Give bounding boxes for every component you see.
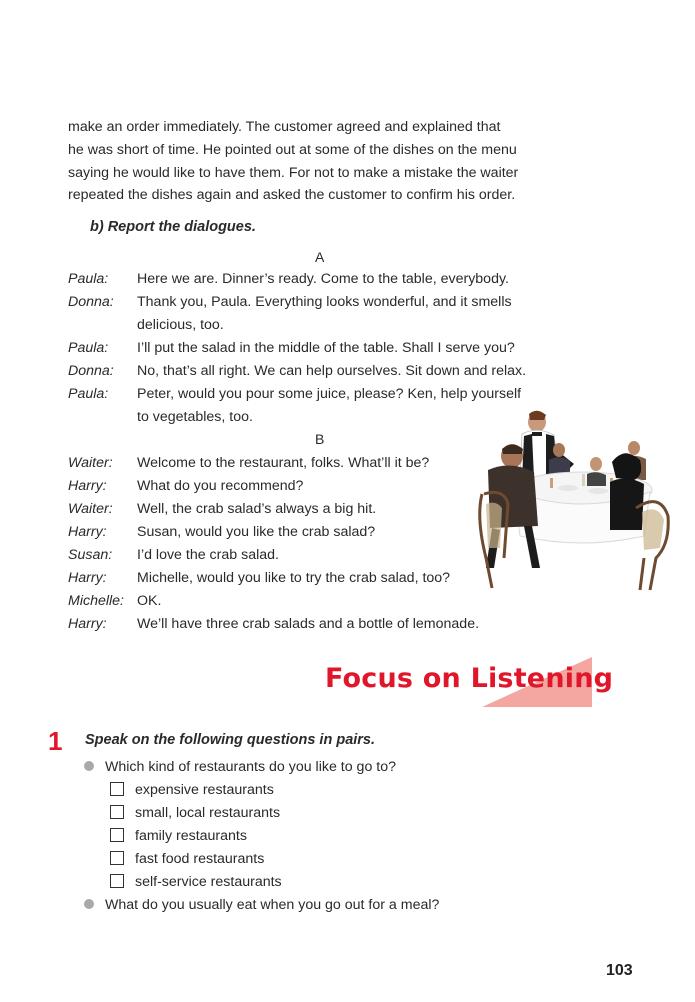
question-text: What do you usually eat when you go out for a meal? — [105, 897, 440, 913]
dialogue-line — [68, 613, 608, 636]
speaker-name: Harry: — [68, 524, 107, 540]
dialogue-text: Here we are. Dinner’s ready. Come to the table, everybody. — [137, 271, 509, 287]
dialogue-a-label: A — [315, 249, 325, 265]
question-text: Which kind of restaurants do you like to go to? — [105, 759, 397, 775]
dialogue-text: Welcome to the restaurant, folks. What’ll it be? — [137, 455, 430, 471]
speaker-name: Waiter: — [68, 455, 113, 471]
option-item[interactable] — [110, 805, 280, 821]
bullet-dot-icon — [84, 899, 94, 909]
speaker-name: Harry: — [68, 570, 107, 586]
dialogue-text: I’d love the crab salad. — [137, 547, 279, 563]
speaker-name: Paula: — [68, 340, 109, 356]
option-label: fast food restaurants — [135, 851, 265, 867]
dialogue-line — [68, 314, 608, 337]
dialogue-text: Peter, would you pour some juice, please? Ken, help yourself — [137, 386, 522, 402]
option-item[interactable] — [110, 851, 264, 867]
option-item[interactable] — [110, 828, 247, 844]
dialogue-text: Susan, would you like the crab salad? — [137, 524, 376, 540]
speaker-name: Paula: — [68, 386, 109, 402]
speaker-name: Paula: — [68, 271, 109, 287]
checkbox-icon[interactable] — [110, 874, 124, 888]
option-label: self-service restaurants — [135, 874, 282, 890]
speaker-name: Donna: — [68, 294, 114, 310]
option-label: expensive restaurants — [135, 782, 274, 798]
question-item — [84, 759, 396, 775]
dialogue-b-label: B — [315, 431, 325, 447]
task-b-instruction: b) Report the dialogues. — [90, 219, 256, 235]
dialogue-line — [68, 590, 608, 613]
task-number: 1 — [48, 726, 63, 756]
speaker-name: Harry: — [68, 478, 107, 494]
checkbox-icon[interactable] — [110, 782, 124, 796]
option-item[interactable] — [110, 874, 282, 890]
dialogue-line — [68, 383, 608, 406]
dialogue-line — [68, 337, 608, 360]
dialogue-text: No, that’s all right. We can help ourselves. Sit down and relax. — [137, 363, 527, 379]
speaker-name: Michelle: — [68, 593, 124, 609]
restaurant-dinner-photo — [474, 408, 674, 593]
paragraph-line: he was short of time. He pointed out at some of the dishes on the menu — [68, 141, 517, 158]
speaker-name: Donna: — [68, 363, 114, 379]
question-item — [84, 897, 439, 913]
dialogue-text: to vegetables, too. — [137, 409, 253, 425]
speaker-name: Harry: — [68, 616, 107, 632]
paragraph-line: repeated the dishes again and asked the customer to confirm his order. — [68, 187, 516, 204]
checkbox-icon[interactable] — [110, 851, 124, 865]
intro-paragraph — [68, 116, 588, 207]
dialogue-line — [68, 360, 608, 383]
bullet-dot-icon — [84, 761, 94, 771]
dialogue-text: delicious, too. — [137, 317, 224, 333]
option-item[interactable] — [110, 782, 274, 798]
dialogue-text: What do you recommend? — [137, 478, 304, 494]
option-label: family restaurants — [135, 828, 247, 844]
task-1-instruction: Speak on the following questions in pairs. — [85, 732, 376, 748]
dialogue-text: Michelle, would you like to try the crab salad, too? — [137, 570, 451, 586]
dialogue-text: We’ll have three crab salads and a bottle of lemonade. — [137, 616, 480, 632]
dialogue-text: Thank you, Paula. Everything looks wonderful, and it smells — [137, 294, 512, 310]
option-label: small, local restaurants — [135, 805, 281, 821]
dialogue-line — [68, 291, 608, 314]
speaker-name: Susan: — [68, 547, 113, 563]
speaker-name: Waiter: — [68, 501, 113, 517]
page-number: 103 — [606, 962, 633, 979]
section-title: Focus on Listening — [325, 663, 614, 694]
dialogue-text: OK. — [137, 593, 162, 609]
paragraph-line: make an order immediately. The customer agreed and explained that — [68, 119, 501, 135]
dialogue-text: Well, the crab salad’s always a big hit. — [137, 501, 377, 517]
checkbox-icon[interactable] — [110, 805, 124, 819]
dialogue-line — [68, 268, 608, 291]
paragraph-line: saying he would like to have them. For not to make a mistake the waiter — [68, 164, 519, 181]
dialogue-text: I’ll put the salad in the middle of the table. Shall I serve you? — [137, 340, 515, 356]
checkbox-icon[interactable] — [110, 828, 124, 842]
